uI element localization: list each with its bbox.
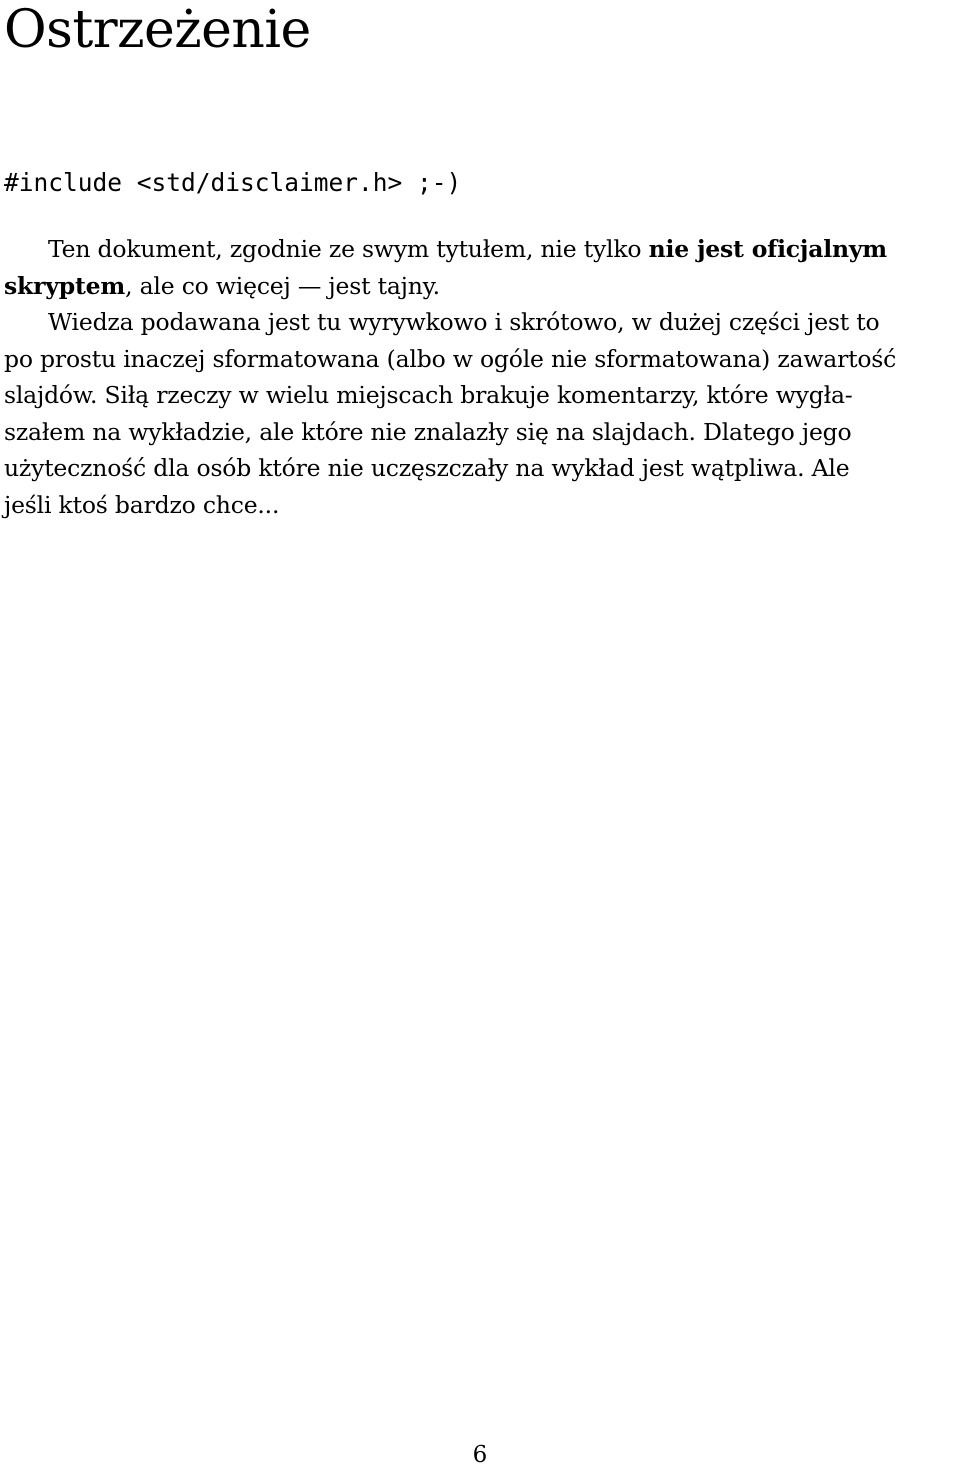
paragraph-2-line-4: szałem na wykładzie, ale które nie znalazły się na slajdach. Dlatego jego [4, 417, 852, 446]
paragraph-2-line-1-text: Wiedza podawana jest tu wyrywkowo i skrótowo, w dużej części jest to [48, 308, 880, 336]
paragraph-1-line-1 [4, 231, 960, 268]
paragraph-1-text-end: , ale co więcej — jest tajny. [125, 271, 440, 300]
disclaimer-text [4, 231, 960, 523]
paragraph-2-line-3: slajdów. Siłą rzeczy w wielu miejscach brakuje komentarzy, które wygła- [4, 381, 853, 409]
paragraph-1-bold-word: skryptem [4, 271, 126, 300]
paragraph-2-line-6: jeśli ktoś bardzo chce... [4, 490, 280, 519]
paragraph-2-line-1 [4, 304, 960, 341]
paragraph-1-line-2 [4, 268, 960, 305]
paragraph-2-line-5: użyteczność dla osób które nie uczęszczały na wykład jest wątpliwa. Ale [4, 454, 850, 482]
code-include-line: #include <std/disclaimer.h> ;-) [4, 168, 462, 197]
paragraph-1-text-start: Ten dokument, zgodnie ze swym tytułem, nie tylko [48, 235, 649, 263]
paragraph-2-line-2: po prostu inaczej sformatowana (albo w ogóle nie sformatowana) zawartość [4, 344, 897, 373]
paragraph-1-bold-phrase: nie jest oficjalnym [648, 235, 887, 263]
page-number: 6 [472, 1442, 488, 1468]
page-title: Ostrzeżenie [4, 0, 311, 60]
